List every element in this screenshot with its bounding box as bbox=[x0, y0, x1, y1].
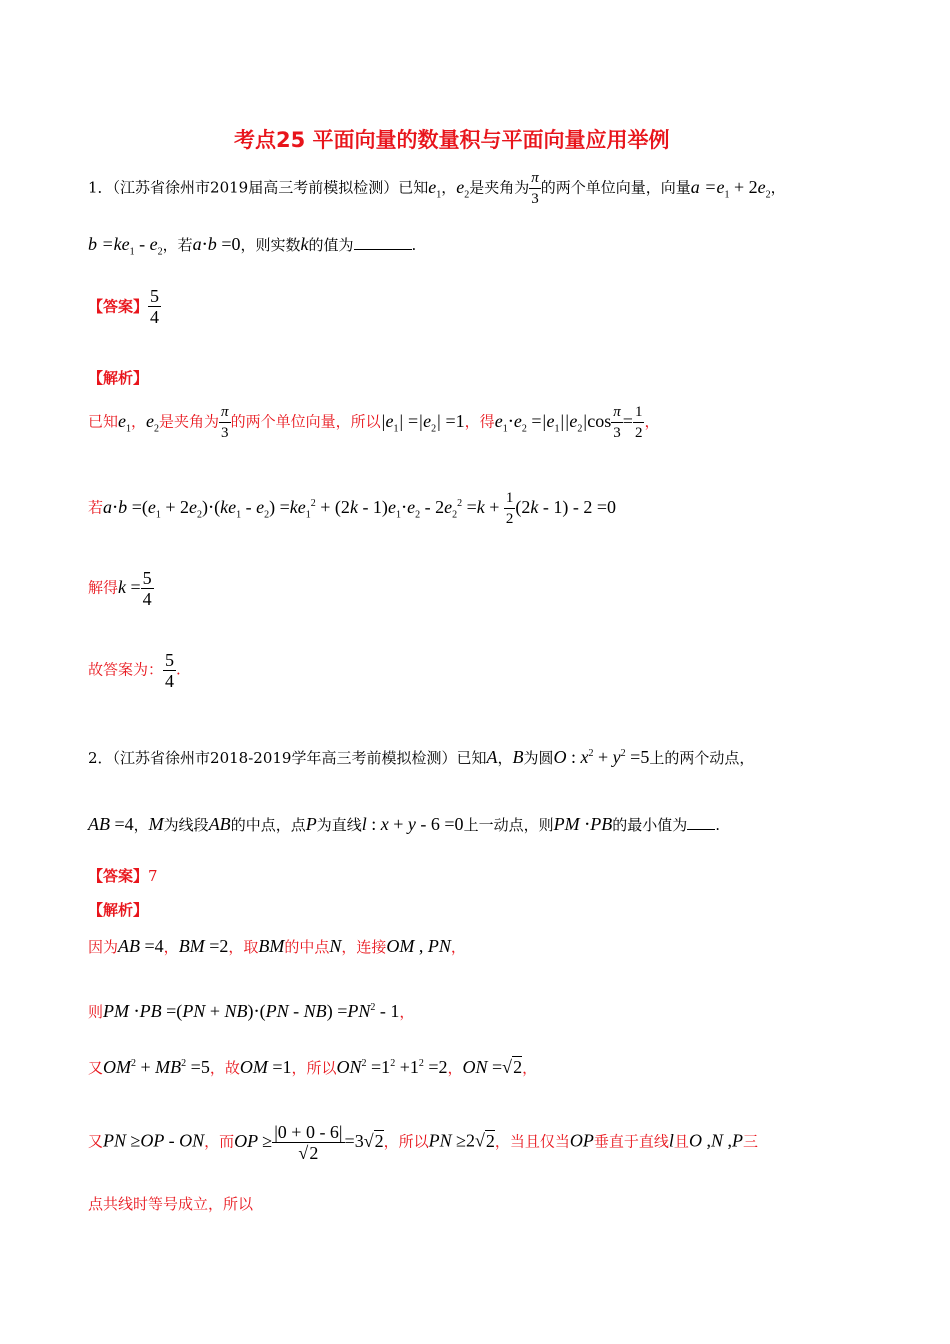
q2-math-N: N bbox=[329, 936, 342, 956]
q1-stem-text: 是夹角为 bbox=[469, 178, 530, 197]
q1-math-ab0: a⋅b =0 bbox=[192, 234, 241, 254]
q2-sol-sep: ， bbox=[447, 1059, 463, 1077]
q2-sol-text: ，所以 bbox=[383, 1132, 429, 1151]
q2-math-PN-min: PN ≥2√2 bbox=[428, 1130, 495, 1151]
q1-stem-sep: ， bbox=[770, 178, 786, 197]
q2-stem-text: 为直线 bbox=[316, 816, 362, 834]
q1-stem-end: . bbox=[411, 236, 417, 254]
q2-solution-line4 bbox=[88, 1122, 758, 1163]
q2-math-AB: AB bbox=[208, 814, 231, 834]
q2-math-l: l bbox=[668, 1130, 674, 1151]
q1-stem-text: 的值为 bbox=[308, 236, 354, 254]
q2-math-AB4: AB =4 bbox=[118, 936, 164, 956]
q1-sol-text: 已知 bbox=[88, 412, 119, 431]
q2-stem-text: 的中点，点 bbox=[230, 816, 306, 834]
q1-sol-text: 的两个单位向量，所以 bbox=[230, 412, 381, 431]
page-title: 考点25 平面向量的数量积与平面向量应用举例 bbox=[234, 128, 670, 152]
q1-math-e1: $e_1$ bbox=[118, 410, 132, 435]
q1-math-e2: $e_2$ bbox=[456, 176, 470, 201]
q1-solution-line2 bbox=[88, 488, 616, 529]
q2-math-line-l: l : x + y - 6 =0 bbox=[361, 814, 464, 834]
q2-answer-value: 7 bbox=[148, 867, 158, 885]
q2-stem-text: ， bbox=[133, 816, 149, 834]
q2-solution-line1 bbox=[88, 936, 466, 957]
q2-math-pythag: $OM^2 + MB^2 =5$ bbox=[103, 1057, 210, 1077]
q2-stem-sep: ， bbox=[497, 749, 513, 767]
q1-answer-blank bbox=[354, 235, 412, 250]
q2-stem-text: 上的两个动点， bbox=[649, 749, 755, 767]
q1-stem-text: 1．（江苏省徐州市2019届高三考前模拟检测）已知 bbox=[88, 178, 429, 197]
q1-math-pi3: $\frac{\pi}{3}$ bbox=[221, 404, 229, 442]
q1-sol-text: 故答案为： bbox=[88, 660, 164, 679]
q2-analysis-label: 【解析】 bbox=[88, 901, 149, 919]
q2-math-M: M bbox=[148, 814, 164, 834]
q1-sol-text: 解得 bbox=[88, 578, 119, 597]
q1-stem-line2 bbox=[88, 234, 416, 263]
q2-math-AB4: AB =4 bbox=[88, 814, 134, 834]
q2-sol-text: 的中点 bbox=[284, 938, 330, 956]
q2-sol-text: ，故 bbox=[209, 1059, 240, 1077]
q1-math-unit-norms: $|e_1| =|e_2| =1$ bbox=[380, 410, 465, 435]
q1-stem-sep: ， bbox=[441, 178, 457, 197]
q2-stem-text: 上一动点，则 bbox=[463, 816, 554, 834]
q2-sol-text: ，连接 bbox=[341, 938, 387, 956]
q1-solution-line3 bbox=[88, 568, 154, 609]
q2-stem-line2 bbox=[88, 814, 720, 835]
q1-sol-sep: ， bbox=[131, 412, 147, 431]
q2-sol-text: ，当且仅当 bbox=[494, 1132, 570, 1151]
q2-math-ON2: $ON^2 =1^2 +1^2 =2$ bbox=[336, 1057, 448, 1077]
q2-math-OM1: OM =1 bbox=[239, 1057, 292, 1077]
q2-math-BM2: BM =2 bbox=[178, 936, 229, 956]
q2-sol-sep: ， bbox=[450, 938, 466, 956]
q1-sol-text: ，得 bbox=[464, 412, 495, 431]
q1-math-a-def: $a =e_1 + 2e_2$ bbox=[690, 176, 771, 201]
q2-math-OP-dist: OP ≥ $\frac{|0 + 0 - 6|}{√2}$ =3√2 bbox=[234, 1122, 384, 1163]
q1-solution-line4 bbox=[88, 650, 181, 691]
q2-math-B: B bbox=[512, 747, 524, 767]
q2-solution-line5: 点共线时等号成立，所以 bbox=[88, 1195, 254, 1213]
q2-stem-end: . bbox=[715, 816, 721, 834]
q2-math-PN-ineq: PN ≥OP - ON bbox=[103, 1130, 205, 1151]
q2-math-ON: ON =√2 bbox=[462, 1057, 523, 1077]
q1-math-final: $\frac{5}{4}$ bbox=[165, 650, 175, 691]
q2-math-BM: BM bbox=[258, 936, 285, 956]
q2-solution-line3 bbox=[88, 1054, 537, 1078]
q1-stem-text: 的两个单位向量，向量 bbox=[540, 178, 691, 197]
q2-math-A: A bbox=[486, 747, 498, 767]
q2-stem-text: 的最小值为 bbox=[612, 816, 688, 834]
q2-sol-text: ，取 bbox=[228, 938, 259, 956]
q2-sol-text: 则 bbox=[88, 1003, 104, 1021]
q2-answer-blank bbox=[687, 815, 715, 830]
q1-math-e2: $e_2$ bbox=[146, 410, 160, 435]
q2-math-circle: O : $x^2 + y^2 =5$ bbox=[553, 747, 650, 767]
q1-stem-text: ，则实数 bbox=[240, 236, 301, 254]
q2-sol-sep: ， bbox=[399, 1003, 415, 1021]
q2-stem-line1 bbox=[88, 744, 754, 768]
q1-answer-label: 【答案】 bbox=[88, 297, 149, 316]
q2-sol-text: ，而 bbox=[204, 1132, 235, 1151]
q2-sol-sep: ， bbox=[522, 1059, 538, 1077]
q2-math-ONP: O ,N ,P bbox=[688, 1130, 743, 1151]
q1-math-k: k bbox=[300, 234, 309, 254]
q2-math-P: P bbox=[305, 814, 317, 834]
q2-sol-text: 垂直于直线 bbox=[593, 1132, 669, 1151]
q2-sol-text: 且 bbox=[673, 1132, 689, 1151]
q1-math-answer: $\frac{5}{4}$ bbox=[150, 286, 160, 327]
q1-stem-line1 bbox=[88, 168, 786, 209]
q1-solution-line1 bbox=[88, 402, 659, 443]
q2-solution-line2 bbox=[88, 998, 414, 1022]
q1-sol-sep: ， bbox=[644, 412, 660, 431]
q2-stem-text: 2．（江苏省徐州市2018-2019学年高三考前模拟检测）已知 bbox=[88, 749, 487, 767]
q1-sol-end: . bbox=[176, 660, 181, 679]
q2-answer-label: 【答案】 bbox=[88, 867, 149, 885]
q1-math-pi3: $\frac{\pi}{3}$ bbox=[531, 170, 539, 207]
q2-sol-sep: ， bbox=[163, 938, 179, 956]
q1-sol-text: 是夹角为 bbox=[159, 412, 220, 431]
q1-sol-text: 若 bbox=[88, 498, 104, 517]
q2-stem-text: 为线段 bbox=[163, 816, 209, 834]
q2-sol-text: ，所以 bbox=[291, 1059, 337, 1077]
q2-math-PM-PB: PM ⋅PB bbox=[553, 814, 613, 834]
q1-answer bbox=[88, 286, 161, 327]
q2-math-OM-PN: OM , PN bbox=[386, 936, 451, 956]
q2-stem-text: 为圆 bbox=[523, 749, 554, 767]
q1-math-dot-product: $e_1\cdot e_2 =|e_1||e_2|\cos$ $\frac{\pi}{3}$ = $\frac{1}{2}$ bbox=[494, 404, 643, 441]
q2-sol-text: 又 bbox=[88, 1059, 104, 1077]
q1-stem-text: ，若 bbox=[162, 236, 193, 254]
q1-math-b-def: $b =ke_1 - e_2$ bbox=[88, 234, 163, 258]
q2-math-OP: OP bbox=[569, 1130, 594, 1151]
q2-sol-text: 三 bbox=[742, 1132, 758, 1151]
q2-sol-text: 又 bbox=[88, 1132, 104, 1151]
q2-math-product: PM $\cdot PB =(PN + NB)\cdot(PN - NB) =PN^2 - 1$ bbox=[103, 1001, 400, 1021]
q2-sol-text: 因为 bbox=[88, 938, 119, 956]
q1-analysis-label: 【解析】 bbox=[88, 369, 149, 387]
q1-math-expansion: $a\cdot b =(e_1 + 2e_2)\cdot(ke_1 - e_2) =ke_1^2 + (2k - 1)e_1\cdot e_2 - 2e_2^2 =k$ + $\frac{1}{2}$ (2k - 1) - 2 =0 bbox=[103, 490, 617, 527]
q1-math-k-result: k = $\frac{5}{4}$ bbox=[118, 568, 152, 609]
q1-math-e1: $e_1$ bbox=[428, 176, 442, 201]
q2-answer bbox=[88, 866, 158, 886]
